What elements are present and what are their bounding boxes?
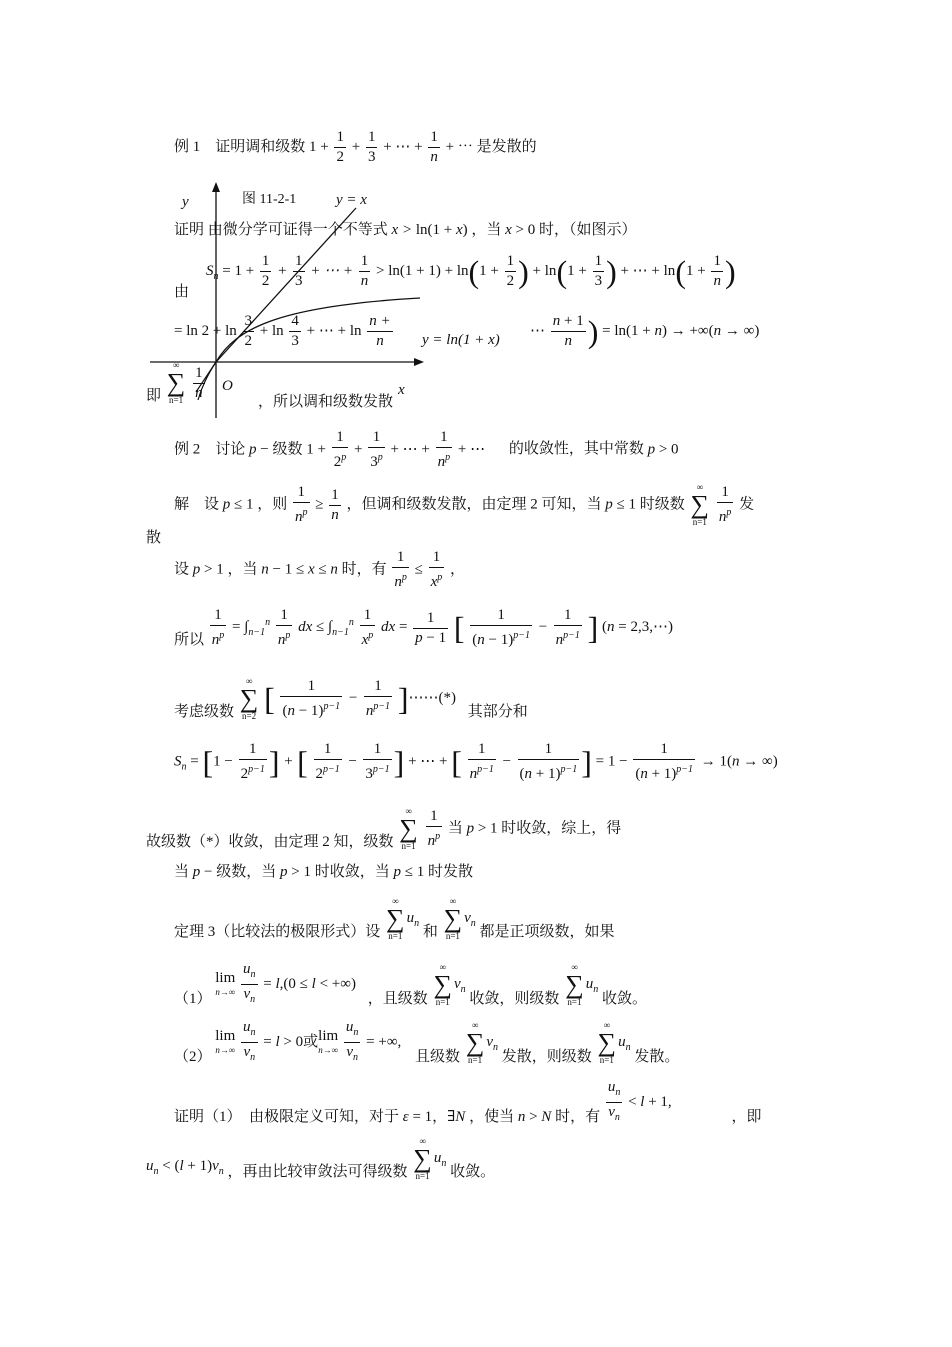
conclude-tail: ，所以调和级数发散: [258, 394, 394, 410]
ln-sum-line: = ln 2 + ln $\frac{3}{2}$ + ln $\frac{4}{3}$ + ⋯ + ln $\frac{n +}{n}$: [174, 313, 391, 349]
y-axis-label: y: [182, 194, 189, 210]
by-label: 由: [174, 284, 190, 300]
conclude-prefix: 即: [146, 388, 162, 404]
x-axis-arrow: [414, 358, 424, 366]
thm3-line: 定理 3（比较法的极限形式）设 ∞ ∑ n=1 $u_n$ 和 ∞ ∑ n=1 $v_n$ 都是正项级数，如果: [174, 896, 615, 941]
ex1-tail: 是发散的: [476, 138, 537, 155]
sol-line: 解 设 p ≤ 1 ，则 $\frac{1}{n^p}$ ≥ $\frac{1}{n}$ ，但调和级数发散，由定理 2 可知，当 p ≤ 1 时级数 ∞ ∑ n=1 $\frac{1}{n^p}$ 发: [174, 482, 755, 527]
x-axis-label: x: [398, 382, 405, 398]
figure-label: 图 11-2-1: [242, 192, 297, 207]
consider-line: 考虑级数 ∞ ∑ n=2 [ $\frac{1}{(n - 1)^{p-1}}$ − $\frac{1}{n^{p-1}}$ ]⋯⋯(*) 其部分和: [174, 676, 528, 721]
ex2-tail: 的收敛性，其中常数: [508, 441, 644, 458]
thm3-proof-line: 证明（1） 由极限定义可知，对于 ε = 1，∃N ，使当 n > N 时，有 $\frac{u_n}{v_n}$ < l + 1, ，即: [174, 1079, 762, 1125]
ex1-line: [174, 128, 537, 167]
harmonic-series: 1 + $\frac{1}{2}$ + $\frac{1}{3}$ + ⋯ + $\frac{1}{n}$ + ⋯: [309, 129, 473, 165]
ex2-line: 例 2 讨论 p − 级数 1 + $\frac{1}{2^p}$ + $\frac{1}{3^p}$ + ⋯ + $\frac{1}{n^p}$ + ⋯ 的收敛性，其中常数 p > 0: [174, 429, 679, 470]
ex2-label: 例 2 讨论: [174, 441, 246, 458]
proof-label: 证明: [174, 222, 205, 238]
conclude2-line: 当 p − 级数，当 p > 1 时收敛，当 p ≤ 1 时发散: [174, 864, 473, 880]
partial-sum-line: $S_n = [1$ − $\frac{1}{2^{p-1}}$ ] + [ $\frac{1}{2^{p-1}}$ − $\frac{1}{3^{p-1}}$ ] + ⋯ + [ $\frac{1}{n^{p-1}}$ − $\frac{1}{(n + 1)^{p-1}}$ ] = 1 − $\frac{1}{(n + 1)^{p-1}}$ → 1(n → ∞): [174, 741, 778, 782]
sn-line: $S_n = 1$ + $\frac{1}{2}$ + $\frac{1}{3}$ + ⋯ + $\frac{1}{n}$ > ln(1 + 1) + ln(1 + $\frac{1}{2}$ ) + ln(1 + $\frac{1}{3}$ ) + ⋯ + ln(1 + $\frac{1}{n}$ ): [206, 253, 736, 290]
conclude1-line: 故级数（*）收敛，由定理 2 知，级数 ∞ ∑ n=1 $\frac{1}{n^p}$ 当 p > 1 时收敛，综上，得: [146, 806, 622, 851]
proof-line: [174, 220, 637, 240]
p-dash: p −: [249, 441, 269, 458]
so-line: 所以 $\frac{1}{n^p}$ = $\int_{n-1}^n$ $\frac{1}{n^p}$ dx ≤ $\int_{n-1}^n$ $\frac{1}{x^p}$ dx = $\frac{1}{p - 1}$ [ $\frac{1}{(n - 1)^{p-1}}$ − $\frac{1}{n^{p-1}}$ ] (n = 2,3,⋯): [174, 607, 674, 648]
proof-text: 由微分学可证得一个不等式: [207, 222, 388, 238]
thm3-proof-line2: $u_n < (l + 1)v_n$ ，再由比较审敛法可得级数 ∞ ∑ n=1 $u_n$ 收敛。: [146, 1136, 496, 1181]
conclude-line: 即 ∞ ∑ n=1 $\frac{1}{n}$: [146, 360, 203, 405]
set-line: 设 p > 1 ，当 n − 1 ≤ x ≤ n 时，有 $\frac{1}{n^p}$ ≤ $\frac{1}{x^p}$ ，: [174, 549, 466, 590]
thm3-c2: （2） lim n→∞ $\frac{u_n}{v_n}$ = l > 0或lim n→∞ $\frac{u_n}{v_n}$ = +∞, 且级数 ∞ ∑ n=1 $v_n$ 发散，则级数 ∞ ∑ n=1 $u_n$ 发散。: [174, 1019, 680, 1065]
thm3-c1: （1） lim n→∞ $\frac{u_n}{v_n}$ = l,(0 ≤ l < +∞) ，且级数 ∞ ∑ n=1 $v_n$ 收敛，则级数 ∞ ∑ n=1 $u_n$ 收敛。: [174, 961, 647, 1007]
ln-sum-line-end: ⋯ $\frac{n + 1}{n}$ ) = ln(1 + n) → +∞(n → ∞): [530, 313, 760, 350]
ex1-label: 例 1 证明调和级数: [174, 138, 306, 155]
origin-label: O: [222, 378, 233, 394]
inequality: x > ln(1 + x): [391, 222, 468, 238]
proof-cond: ，当: [471, 222, 502, 238]
sol-diverge2: 散: [146, 530, 162, 546]
proof-tail: 时，（如图示）: [539, 222, 637, 238]
y-axis-arrow: [212, 182, 220, 192]
curve-label: y = ln(1 + x): [422, 332, 500, 348]
x-positive: x > 0: [505, 222, 536, 238]
series-word: 级数: [272, 441, 303, 458]
line-label: y = x: [336, 192, 367, 208]
